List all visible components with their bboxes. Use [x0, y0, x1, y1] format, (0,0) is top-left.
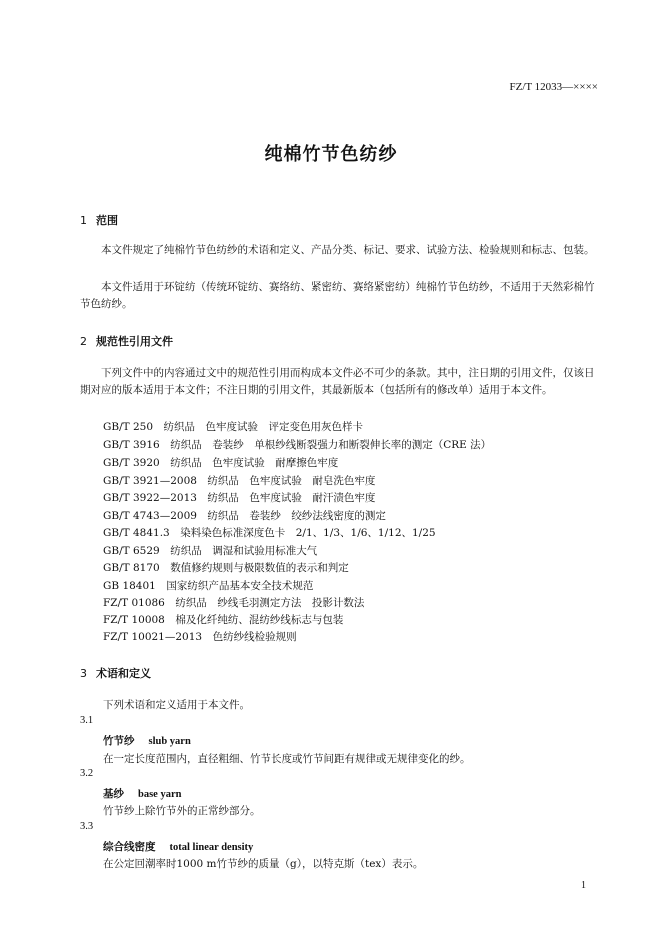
section-number: 1 — [80, 214, 87, 227]
section-number: 2 — [80, 335, 87, 348]
term-entry — [103, 839, 253, 854]
term-entry — [103, 733, 191, 748]
reference-item: GB/T 4841.3 染料染色标准深度色卡 2/1、1/3、1/6、1/12、1/25 — [103, 527, 436, 539]
section-title: 规范性引用文件 — [96, 335, 173, 348]
term-english: slub yarn — [148, 736, 191, 747]
normative-references-intro: 下列文件中的内容通过文中的规范性引用而构成本文件必不可少的条款。其中，注日期的引用文件，仅该日期对应的版本适用于本文件；不注日期的引用文件，其最新版本（包括所有的修改单）适用于本文件。 — [80, 367, 595, 396]
term-chinese: 综合线密度 — [103, 841, 156, 853]
term-definition: 在公定回潮率时1000 m竹节纱的质量（g），以特克斯（tex）表示。 — [103, 858, 424, 870]
reference-item: GB/T 3920 纺织品 色牢度试验 耐摩擦色牢度 — [103, 457, 339, 469]
section-1-heading — [80, 212, 118, 228]
term-english: total linear density — [169, 842, 254, 853]
reference-item: GB/T 250 纺织品 色牢度试验 评定变色用灰色样卡 — [103, 421, 364, 433]
reference-item: FZ/T 10021—2013 色纺纱线检验规则 — [103, 631, 297, 643]
term-number: 3.1 — [80, 715, 94, 726]
section-2-heading — [80, 333, 173, 349]
term-chinese: 竹节纱 — [103, 735, 135, 747]
reference-item: GB/T 3921—2008 纺织品 色牢度试验 耐皂洗色牢度 — [103, 475, 376, 487]
term-chinese: 基纱 — [103, 788, 124, 800]
section-3-heading — [80, 665, 151, 681]
terms-intro: 下列术语和定义适用于本文件。 — [103, 699, 250, 711]
section-title: 范围 — [96, 214, 118, 227]
scope-paragraph-1: 本文件规定了纯棉竹节色纺纱的术语和定义、产品分类、标记、要求、试验方法、检验规则和标志、包装。 — [101, 244, 595, 256]
term-number: 3.2 — [80, 768, 94, 779]
section-title: 术语和定义 — [96, 667, 151, 680]
document-code: FZ/T 12033—×××× — [509, 81, 598, 93]
reference-item: GB/T 8170 数值修约规则与极限数值的表示和判定 — [103, 562, 349, 574]
reference-item: FZ/T 10008 棉及化纤纯纺、混纺纱线标志与包装 — [103, 614, 344, 626]
document-title: 纯棉竹节色纺纱 — [264, 144, 398, 165]
reference-item: GB 18401 国家纺织产品基本安全技术规范 — [103, 580, 314, 592]
section-number: 3 — [80, 667, 87, 680]
reference-item: GB/T 3922—2013 纺织品 色牢度试验 耐汗渍色牢度 — [103, 492, 376, 504]
reference-item: GB/T 4743—2009 纺织品 卷装纱 绞纱法线密度的测定 — [103, 510, 386, 522]
reference-item: GB/T 3916 纺织品 卷装纱 单根纱线断裂强力和断裂伸长率的测定（CRE 法） — [103, 439, 492, 451]
term-definition: 在一定长度范围内，直径粗细、竹节长度或竹节间距有规律或无规律变化的纱。 — [103, 753, 471, 765]
page-number: 1 — [581, 880, 586, 891]
term-entry — [103, 786, 181, 801]
reference-item: FZ/T 01086 纺织品 纱线毛羽测定方法 投影计数法 — [103, 597, 365, 609]
reference-item: GB/T 6529 纺织品 调湿和试验用标准大气 — [103, 545, 318, 557]
term-definition: 竹节纱上除竹节外的正常纱部分。 — [103, 805, 261, 817]
scope-paragraph-2: 本文件适用于环锭纺（传统环锭纺、赛络纺、紧密纺、赛络紧密纺）纯棉竹节色纺纱，不适用于天然彩棉竹节色纺纱。 — [80, 281, 595, 310]
term-english: base yarn — [138, 789, 182, 800]
term-number: 3.3 — [80, 821, 94, 832]
